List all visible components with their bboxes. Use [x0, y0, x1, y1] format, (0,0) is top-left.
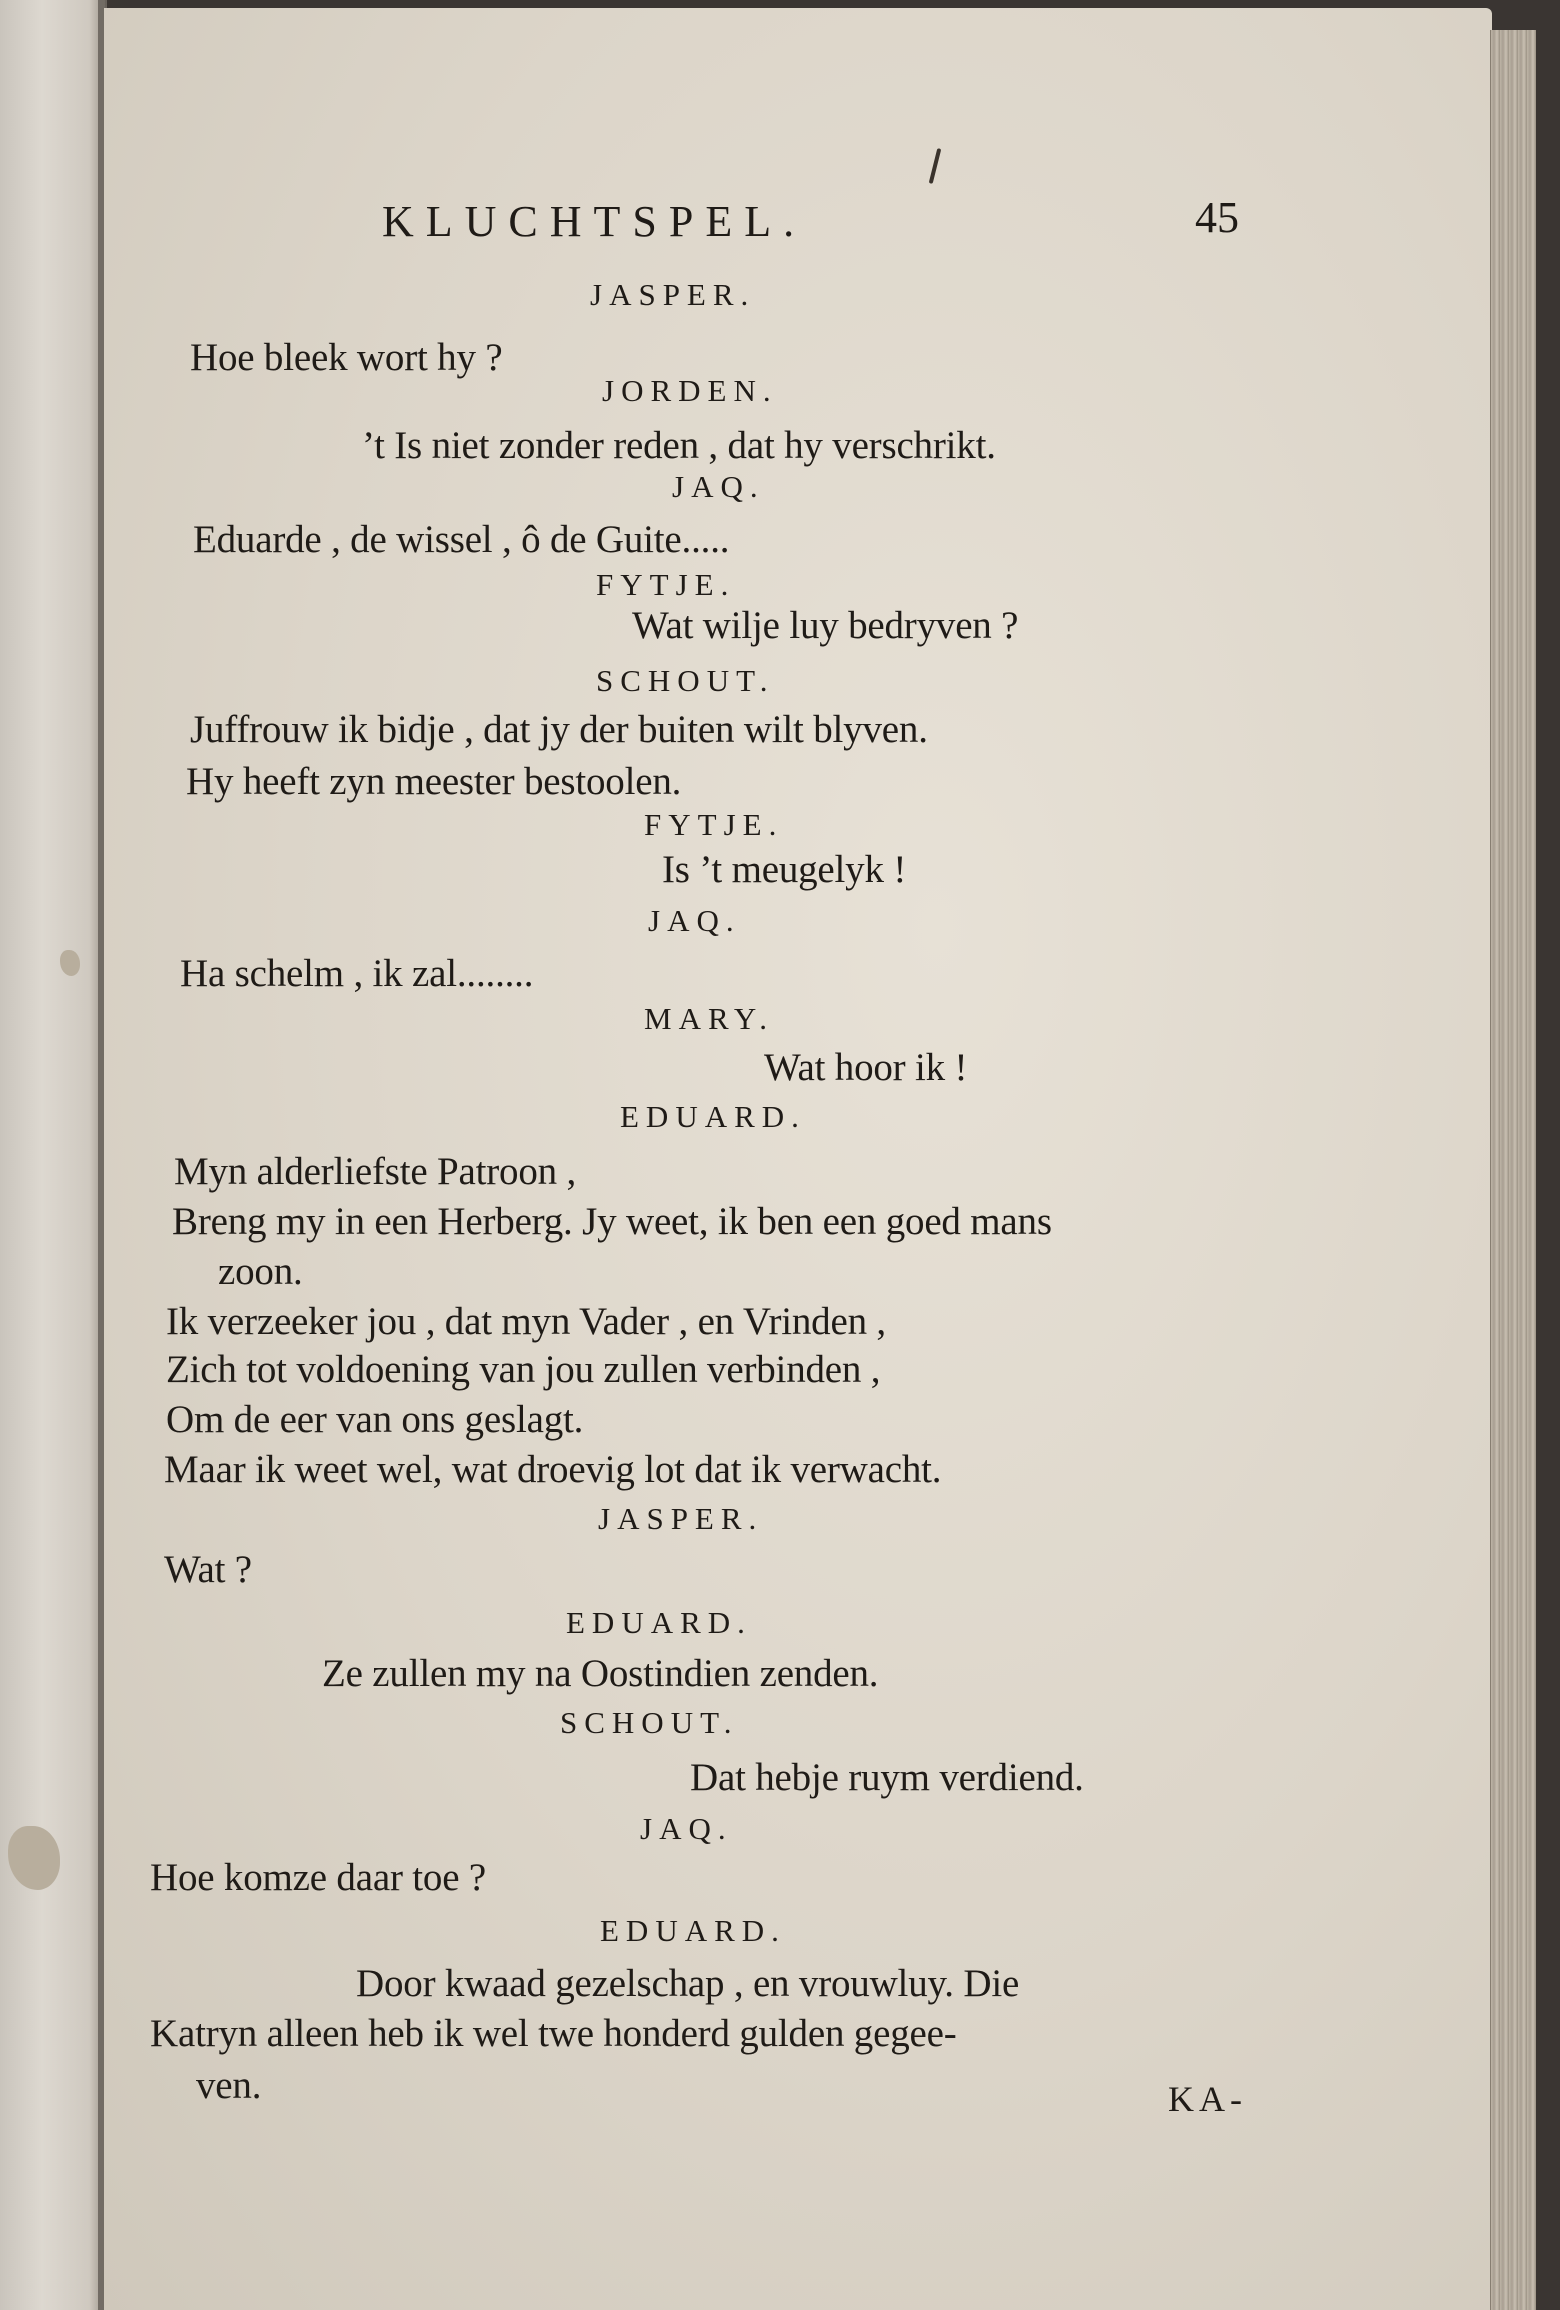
dialogue-line: Dat hebje ruym verdiend. [690, 1756, 1084, 1799]
speaker-heading: JAQ. [640, 1811, 733, 1846]
speaker-heading: JASPER. [590, 277, 756, 312]
speaker-heading: EDUARD. [600, 1913, 786, 1948]
speaker-heading: EDUARD. [620, 1099, 806, 1134]
dialogue-line: Wat wilje luy bedryven ? [632, 604, 1019, 647]
dialogue-line: Ik verzeeker jou , dat myn Vader , en Vrinden , [166, 1300, 886, 1343]
speaker-heading: MARY. [644, 1001, 775, 1036]
dialogue-line: Hy heeft zyn meester bestoolen. [186, 760, 682, 803]
dialogue-line: Zich tot voldoening van jou zullen verbinden , [166, 1348, 881, 1391]
speaker-heading: FYTJE. [596, 567, 736, 602]
speaker-heading: JAQ. [648, 903, 741, 938]
dialogue-line: Wat hoor ik ! [764, 1046, 968, 1089]
dialogue-line: Wat ? [164, 1548, 252, 1591]
speaker-heading: JASPER. [598, 1501, 764, 1536]
dialogue-line: Myn alderliefste Patroon , [174, 1150, 577, 1193]
dialogue-line: Hoe bleek wort hy ? [190, 336, 503, 379]
dialogue-line: Door kwaad gezelschap , en vrouwluy. Die [356, 1962, 1020, 2005]
dialogue-line: Ha schelm , ik zal........ [180, 952, 534, 995]
dialogue-line: Is ’t meugelyk ! [662, 848, 907, 891]
running-title: KLUCHTSPEL. [382, 197, 807, 246]
dialogue-line: Om de eer van ons geslagt. [166, 1398, 584, 1441]
catchword: KA- [1168, 2079, 1247, 2119]
speaker-heading: FYTJE. [644, 807, 784, 842]
dialogue-line: ven. [196, 2064, 262, 2107]
dialogue-line: zoon. [218, 1250, 303, 1293]
speaker-heading: SCHOUT. [596, 663, 775, 698]
dialogue-line: Eduarde , de wissel , ô de Guite..... [193, 518, 730, 561]
dialogue-line: Juffrouw ik bidje , dat jy der buiten wilt blyven. [190, 708, 928, 751]
dialogue-line: Maar ik weet wel, wat droevig lot dat ik verwacht. [164, 1448, 942, 1491]
speaker-heading: SCHOUT. [560, 1705, 739, 1740]
dialogue-line: Breng my in een Herberg. Jy weet, ik ben een goed mans [172, 1200, 1052, 1243]
speaker-heading: JAQ. [672, 469, 765, 504]
speaker-heading: EDUARD. [566, 1605, 752, 1640]
dialogue-line: Ze zullen my na Oostindien zenden. [322, 1652, 879, 1695]
page-number: 45 [1195, 193, 1239, 242]
dialogue-line: Katryn alleen heb ik wel twe honderd gulden gegee- [150, 2012, 957, 2055]
speaker-heading: JORDEN. [602, 373, 778, 408]
dialogue-line: ’t Is niet zonder reden , dat hy verschrikt. [362, 424, 996, 467]
dialogue-line: Hoe komze daar toe ? [150, 1856, 486, 1899]
